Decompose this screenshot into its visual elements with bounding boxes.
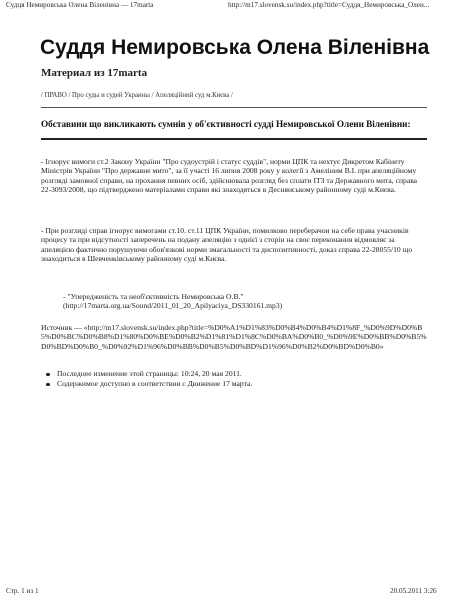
source-link[interactable]: Источник — «http://m17.slovensk.su/index.php?title=%D0%A1%D1%83%D0%B4%D0%B4%D1%8F_%D0%9D%D0%B5%D0%BC%D0%B8%D1%80%D0%BE%D0%B2%D1%81%D1%8C%D0%BA%D0%B0_%D0%9E%D0%BB%D0%B5%D0%BD%D0%B0_%D0%92%D1%96%D0%BB%D0%B5%D0%BD%D1%96%D0%B2%D0%BD%D0%B0»: [41, 323, 427, 351]
breadcrumb[interactable]: / ПРАВО / Про суды и судей Украины / Апеляційний суд м.Києва /: [41, 92, 233, 99]
print-header-url: http://m17.slovensk.su/index.php?title=Суддя_Немировська_Олен...: [228, 1, 430, 9]
divider: [41, 107, 427, 108]
bullet-icon: [46, 383, 50, 387]
page-title: Суддя Немировська Олена Віленівна: [40, 36, 430, 59]
paragraph-2: - При розгляді справ ігнорує вимогами ст.10. ст.11 ЦПК України, помилково переберачои на себе права учасників процесу та при відсутності заперечень на подану апеляцію з однієї з сторін на своє переконання відмовляє за апеляцією фактично порушуючи обов'язкові норми змагальності та диспозитивності, доказ справа 22-28055/10 що знаходиться в Шевченківському районному суді м.Києва.: [41, 226, 413, 263]
list-item: [44, 379, 252, 389]
audio-reference-link[interactable]: - "Упередженість та необ'єктивність Немировська О.В." (http://17marta.org.ua/Sound/2011_01_20_Apilyaciya_DS330161.mp3): [63, 292, 283, 311]
last-modified-text: Последнее изменение этой страницы: 10:24, 20 мая 2011.: [57, 369, 242, 378]
license-text: Содержимое доступно в соответствии с Движение 17 марта.: [57, 379, 253, 388]
bullet-icon: [46, 373, 50, 377]
section-heading: Обставини що викликають сумнів у об'єктивності судді Немировської Олени Віленівни:: [41, 119, 411, 129]
page-footer-list: [44, 369, 252, 389]
page-subtitle: Материал из 17marta: [41, 67, 148, 79]
print-header-title: Судця Немировська Олена Віленівна — 17marta: [6, 1, 154, 9]
heading-underline: [41, 138, 427, 140]
print-datetime: 20.05.2011 3:26: [390, 587, 437, 595]
paragraph-1: - Ігнорує вимоги ст.2 Закону України "Про судоустрій і статус суддів", норми ЦПК та нехтує Дикретом Кабінету Міністрів України "Про державне мито", за її участі 16 липня 2008 року у колегії з Амеліним В.І. при апеляційному розгляді замовної справи, на прохання певних осіб, здійснювала розгляд без сплати ІТЗ та Державного мита, справа 22-3093/2008, що підтверджено матеріалами справи які знаходяться в Деснянському районному суді м.Києва.: [41, 157, 418, 194]
print-page-number: Стр. 1 из 1: [6, 587, 39, 595]
list-item: [44, 369, 252, 379]
